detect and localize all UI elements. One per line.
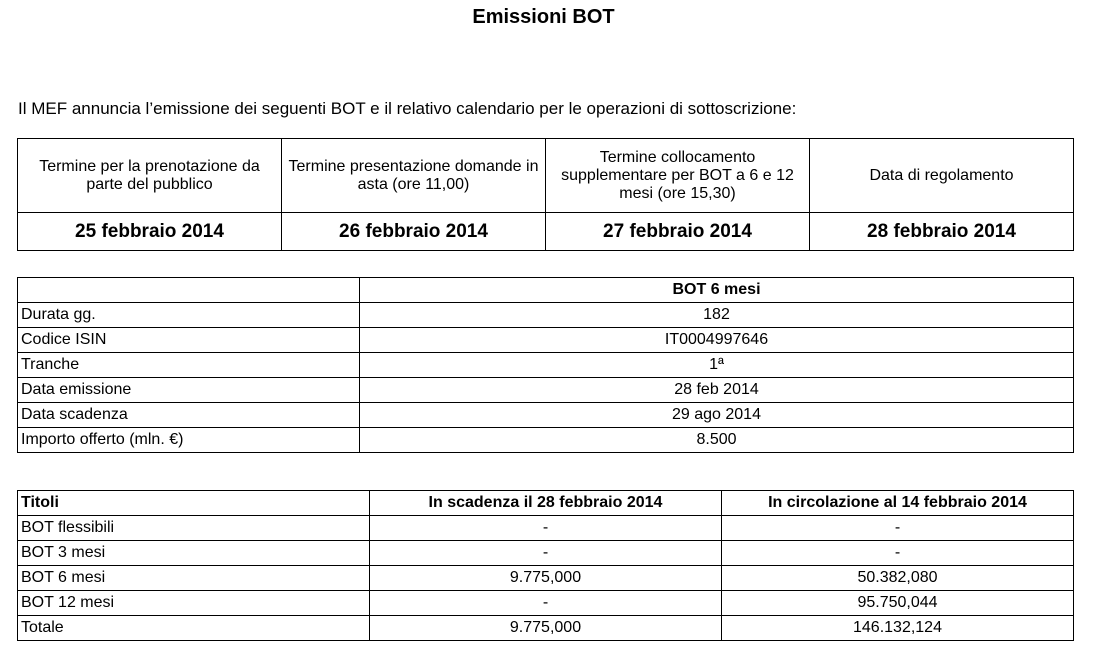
calendar-header-cell: Data di regolamento [810, 139, 1074, 213]
calendar-date-cell: 28 febbraio 2014 [810, 213, 1074, 251]
calendar-table [17, 138, 1074, 251]
row-value: 29 ago 2014 [360, 403, 1074, 428]
row-label: Data scadenza [18, 403, 360, 428]
row-label: BOT 12 mesi [18, 591, 370, 616]
empty-header-cell [18, 278, 360, 303]
maturing-value: - [370, 516, 722, 541]
table-row [18, 328, 1074, 353]
calendar-value-row [18, 213, 1074, 251]
row-label: Codice ISIN [18, 328, 360, 353]
row-value: IT0004997646 [360, 328, 1074, 353]
calendar-header-cell: Termine per la prenotazione da parte del pubblico [18, 139, 282, 213]
maturing-value: - [370, 541, 722, 566]
maturing-value: 9.775,000 [370, 616, 722, 641]
row-label: Tranche [18, 353, 360, 378]
row-value: 182 [360, 303, 1074, 328]
page-title: Emissioni BOT [472, 6, 615, 28]
calendar-date-cell: 26 febbraio 2014 [282, 213, 546, 251]
table-row [18, 378, 1074, 403]
column-header: Titoli [18, 491, 370, 516]
column-header: BOT 6 mesi [360, 278, 1074, 303]
column-header: In scadenza il 28 febbraio 2014 [370, 491, 722, 516]
table-row [18, 428, 1074, 453]
calendar-header-row [18, 139, 1074, 213]
row-label: BOT 6 mesi [18, 566, 370, 591]
table-row [18, 616, 1074, 641]
calendar-header-cell: Termine collocamento supplementare per BOT a 6 e 12 mesi (ore 15,30) [546, 139, 810, 213]
row-label: Data emissione [18, 378, 360, 403]
row-label: BOT flessibili [18, 516, 370, 541]
row-value: 28 feb 2014 [360, 378, 1074, 403]
table-row [18, 516, 1074, 541]
row-label: Durata gg. [18, 303, 360, 328]
outstanding-value: - [722, 541, 1074, 566]
calendar-date-cell: 27 febbraio 2014 [546, 213, 810, 251]
calendar-date-cell: 25 febbraio 2014 [18, 213, 282, 251]
circulation-table [17, 490, 1074, 641]
row-label: Importo offerto (mln. €) [18, 428, 360, 453]
table-row [18, 303, 1074, 328]
outstanding-value: 95.750,044 [722, 591, 1074, 616]
table-row [18, 403, 1074, 428]
table-row [18, 491, 1074, 516]
table-row [18, 591, 1074, 616]
row-value: 1ª [360, 353, 1074, 378]
calendar-header-cell: Termine presentazione domande in asta (ore 11,00) [282, 139, 546, 213]
maturing-value: - [370, 591, 722, 616]
row-label: BOT 3 mesi [18, 541, 370, 566]
table-row [18, 353, 1074, 378]
outstanding-value: - [722, 516, 1074, 541]
intro-text: Il MEF annuncia l’emissione dei seguenti BOT e il relativo calendario per le operazioni di sottoscrizione: [18, 99, 797, 118]
column-header: In circolazione al 14 febbraio 2014 [722, 491, 1074, 516]
table-row [18, 278, 1074, 303]
outstanding-value: 146.132,124 [722, 616, 1074, 641]
maturing-value: 9.775,000 [370, 566, 722, 591]
outstanding-value: 50.382,080 [722, 566, 1074, 591]
bot-details-table [17, 277, 1074, 453]
row-label: Totale [18, 616, 370, 641]
row-value: 8.500 [360, 428, 1074, 453]
table-row [18, 566, 1074, 591]
table-row [18, 541, 1074, 566]
